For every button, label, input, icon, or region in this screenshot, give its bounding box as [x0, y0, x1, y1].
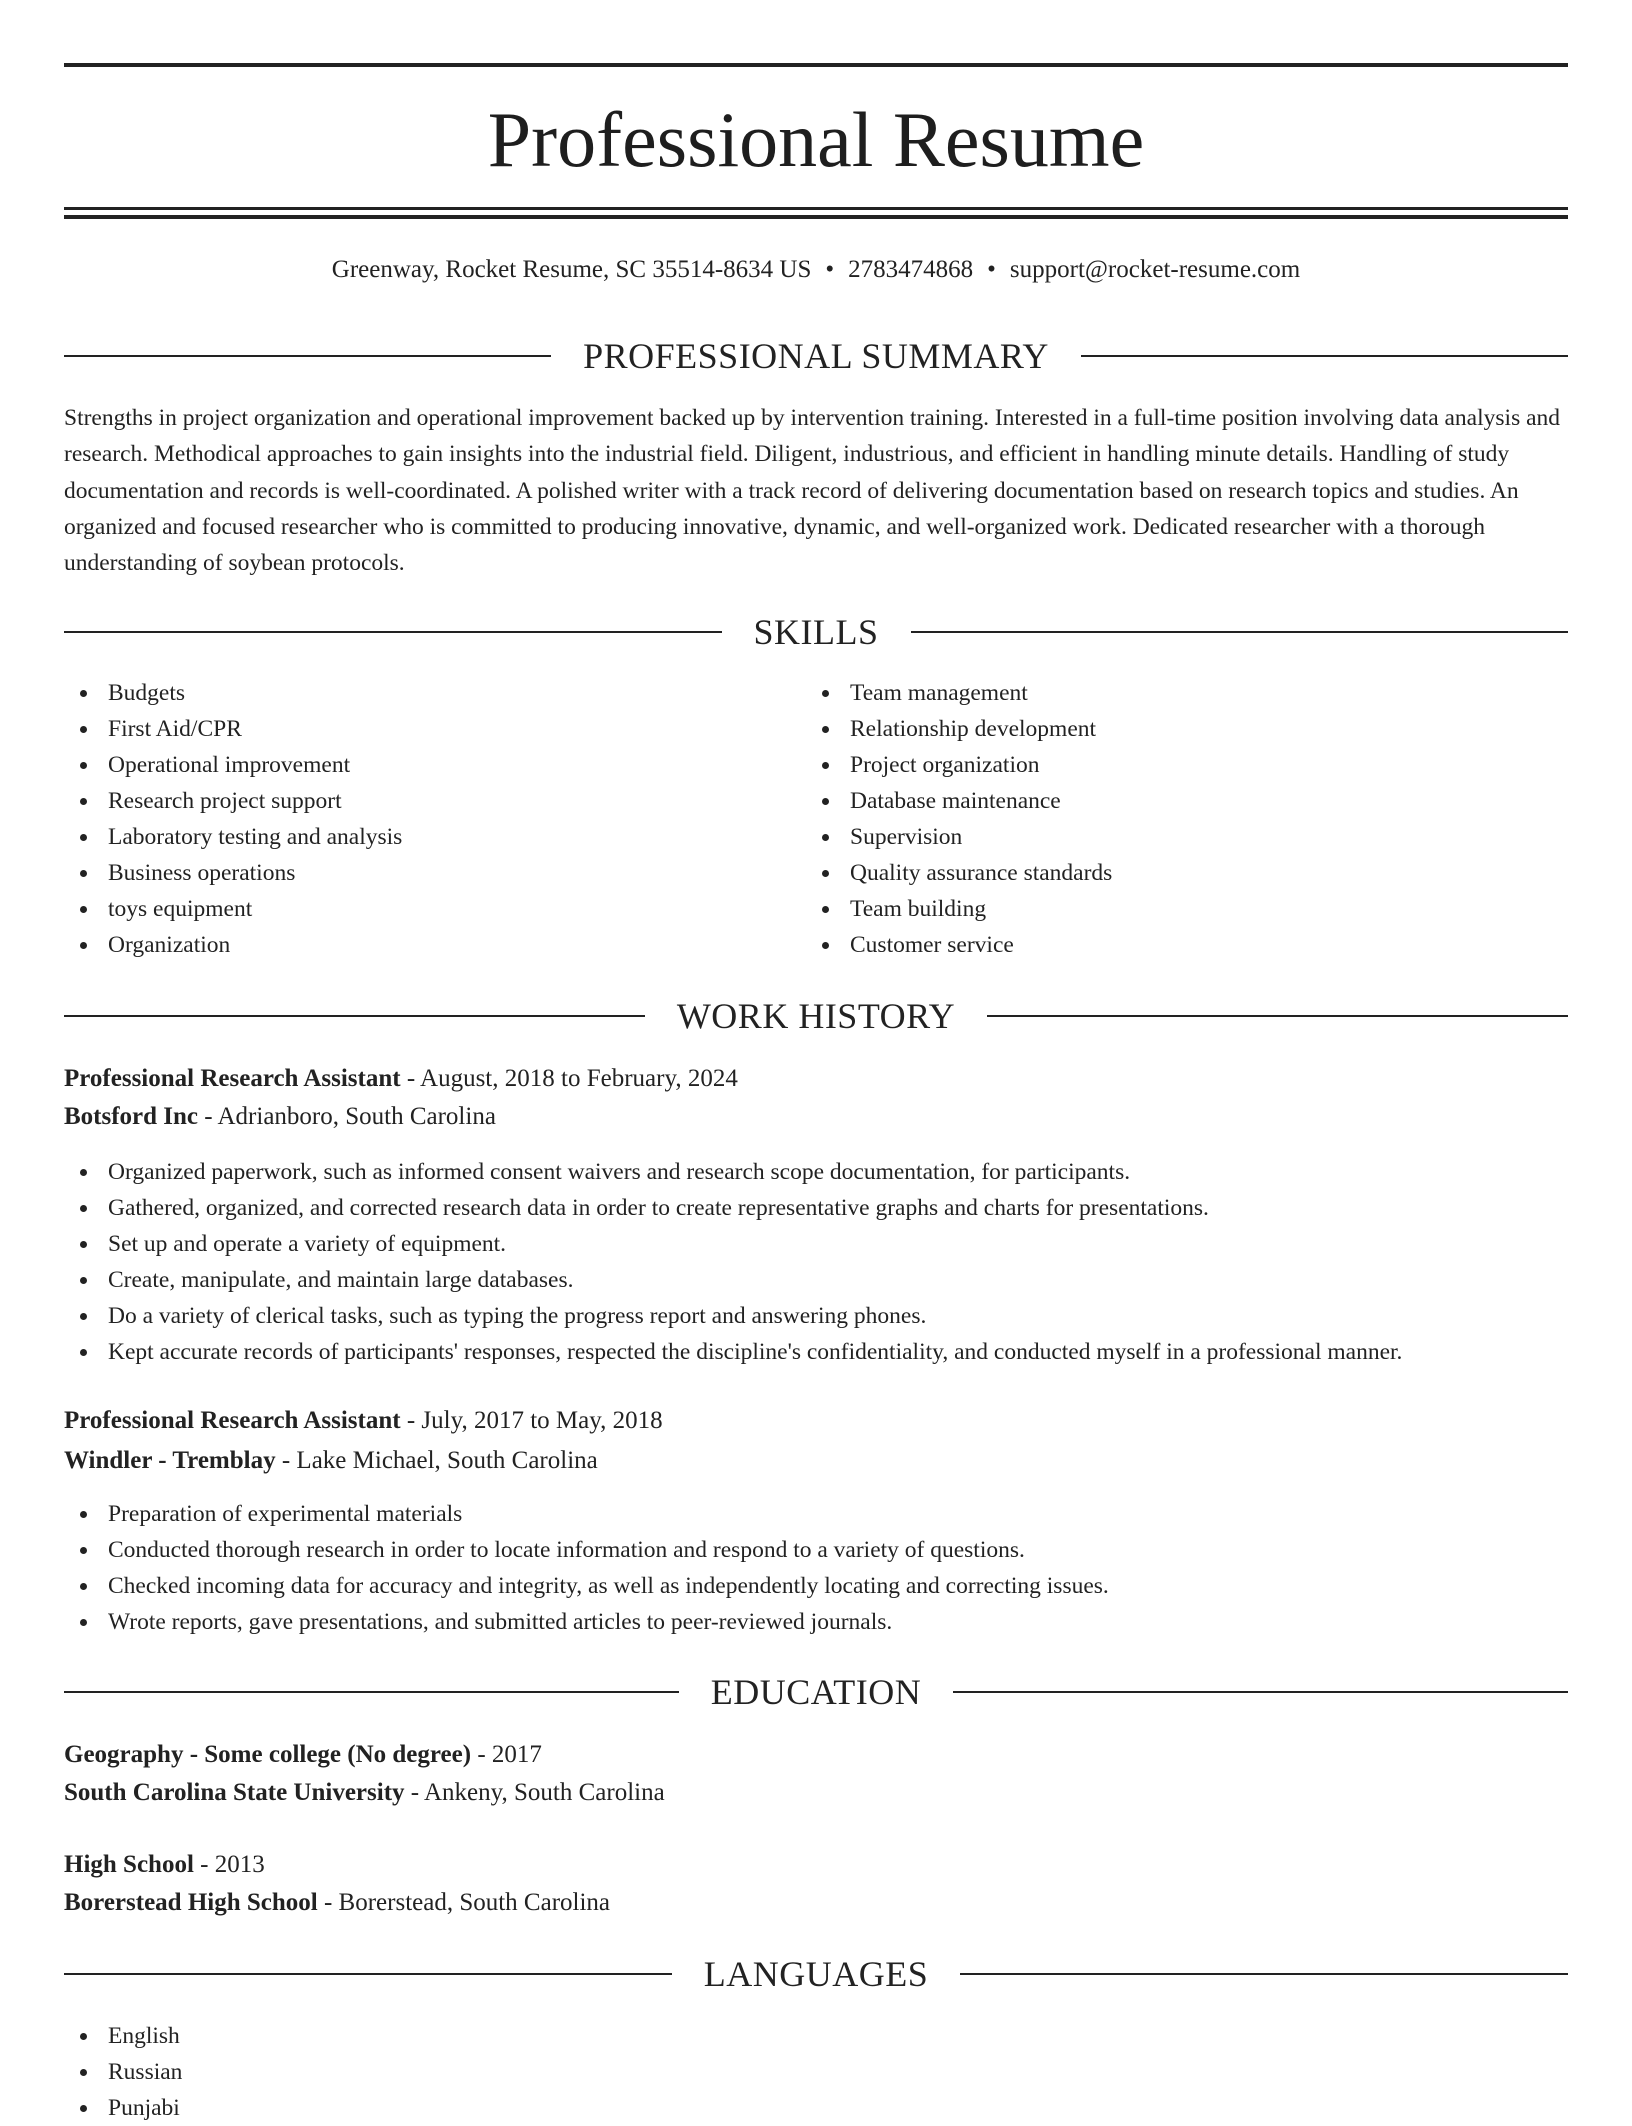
skill-item: Business operations — [64, 855, 402, 891]
job-title-line — [64, 1403, 663, 1439]
job-duty: Kept accurate records of participants' responses, respected the discipline's confidentiality, and conducted myself in a professional manner. — [64, 1334, 1568, 1370]
skill-item: First Aid/CPR — [64, 711, 402, 747]
education-degree-line — [64, 1737, 542, 1773]
section-title: EDUCATION — [710, 1672, 922, 1712]
top-rule — [64, 63, 1568, 67]
contact-address: Greenway, Rocket Resume, SC 35514-8634 US — [331, 256, 812, 283]
contact-phone: 2783474868 — [848, 256, 974, 283]
title-rule-lower — [64, 215, 1568, 219]
section-rule — [987, 1015, 1568, 1017]
page-title: Professional Resume — [487, 96, 1145, 183]
section-header-education — [64, 1670, 1568, 1714]
section-rule — [960, 1973, 1568, 1975]
skill-item: Supervision — [806, 819, 1112, 855]
job-location: - Lake Michael, South Carolina — [275, 1447, 598, 1474]
education-degree: High School — [64, 1851, 194, 1878]
job-duties-list — [64, 1154, 1568, 1370]
education-location: - Borerstead, South Carolina — [317, 1889, 611, 1916]
skill-item: Relationship development — [806, 711, 1112, 747]
section-header-skills — [64, 610, 1568, 654]
section-rule — [911, 631, 1569, 633]
job-company: Windler - Tremblay — [64, 1447, 276, 1474]
section-title: LANGUAGES — [703, 1954, 929, 1994]
job-duty: Gathered, organized, and corrected research data in order to create representative graphs and charts for presentations. — [64, 1190, 1568, 1226]
skills-list-left — [64, 675, 402, 963]
section-rule — [64, 355, 551, 357]
contact-email: support@rocket-resume.com — [1009, 256, 1301, 283]
job-duty: Do a variety of clerical tasks, such as typing the progress report and answering phones. — [64, 1298, 1568, 1334]
job-title: Professional Research Assistant — [64, 1065, 401, 1092]
language-item: English — [64, 2018, 1568, 2054]
job-company-line — [64, 1443, 598, 1479]
job-duty: Organized paperwork, such as informed consent waivers and research scope documentation, for participants. — [64, 1154, 1568, 1190]
languages-list — [64, 2018, 1568, 2126]
education-degree: Geography - Some college (No degree) — [64, 1741, 472, 1768]
education-year: - 2017 — [471, 1741, 542, 1768]
language-item: Punjabi — [64, 2090, 1568, 2126]
skill-item: Team management — [806, 675, 1112, 711]
job-location: - Adrianboro, South Carolina — [198, 1103, 496, 1130]
job-duties-list — [64, 1496, 1568, 1640]
summary-paragraph: Strengths in project organization and operational improvement backed up by intervention training. Interested in a full-time position involving data analysis and research. Methodical approaches to gain insights into the industrial field. Diligent, industrious, and efficient in handling minute details. Handling of study documentation and records is well-coordinated. A polished writer with a track record of delivering documentation based on research topics and studies. An organized and focused researcher who is committed to producing innovative, dynamic, and well-organized work. Dedicated researcher with a thorough understanding of soybean protocols. — [64, 405, 1561, 577]
section-rule — [953, 1691, 1568, 1693]
language-item: Russian — [64, 2054, 1568, 2090]
section-rule — [64, 1015, 645, 1017]
contact-separator: • — [987, 256, 996, 283]
job-duty: Create, manipulate, and maintain large databases. — [64, 1262, 1568, 1298]
section-rule — [64, 1691, 679, 1693]
job-company: Botsford Inc — [64, 1103, 199, 1130]
title-rule-upper — [64, 207, 1568, 210]
job-title-line — [64, 1061, 738, 1097]
section-rule — [64, 1973, 672, 1975]
education-year: - 2013 — [193, 1851, 265, 1878]
skill-item: Organization — [64, 927, 402, 963]
skill-item: Database maintenance — [806, 783, 1112, 819]
section-rule — [64, 631, 722, 633]
skill-item: Customer service — [806, 927, 1112, 963]
job-title: Professional Research Assistant — [64, 1407, 401, 1434]
skills-list-right — [806, 675, 1112, 963]
job-duty: Conducted thorough research in order to locate information and respond to a variety of questions. — [64, 1532, 1568, 1568]
skill-item: Budgets — [64, 675, 402, 711]
job-dates: - August, 2018 to February, 2024 — [400, 1065, 738, 1092]
education-school-line — [64, 1775, 665, 1811]
section-header-languages — [64, 1952, 1568, 1996]
section-title: PROFESSIONAL SUMMARY — [583, 336, 1049, 376]
job-duty: Checked incoming data for accuracy and integrity, as well as independently locating and correcting issues. — [64, 1568, 1568, 1604]
section-title: WORK HISTORY — [676, 996, 956, 1036]
skill-item: Team building — [806, 891, 1112, 927]
skill-item: Laboratory testing and analysis — [64, 819, 402, 855]
education-school-line — [64, 1885, 610, 1921]
education-degree-line — [64, 1847, 265, 1883]
skill-item: Quality assurance standards — [806, 855, 1112, 891]
job-dates: - July, 2017 to May, 2018 — [400, 1407, 663, 1434]
skill-item: Operational improvement — [64, 747, 402, 783]
contact-line — [0, 252, 1632, 288]
contact-separator: • — [825, 256, 835, 283]
skill-item: Project organization — [806, 747, 1112, 783]
education-school: Borerstead High School — [64, 1889, 318, 1916]
section-rule — [1081, 355, 1568, 357]
job-duty: Set up and operate a variety of equipment. — [64, 1226, 1568, 1262]
education-school: South Carolina State University — [64, 1779, 405, 1806]
skill-item: Research project support — [64, 783, 402, 819]
section-header-summary — [64, 334, 1568, 378]
job-duty: Wrote reports, gave presentations, and submitted articles to peer-reviewed journals. — [64, 1604, 1568, 1640]
skill-item: toys equipment — [64, 891, 402, 927]
job-duty: Preparation of experimental materials — [64, 1496, 1568, 1532]
job-company-line — [64, 1099, 496, 1135]
education-location: - Ankeny, South Carolina — [404, 1779, 665, 1806]
section-header-work — [64, 994, 1568, 1038]
section-title: SKILLS — [753, 612, 879, 652]
